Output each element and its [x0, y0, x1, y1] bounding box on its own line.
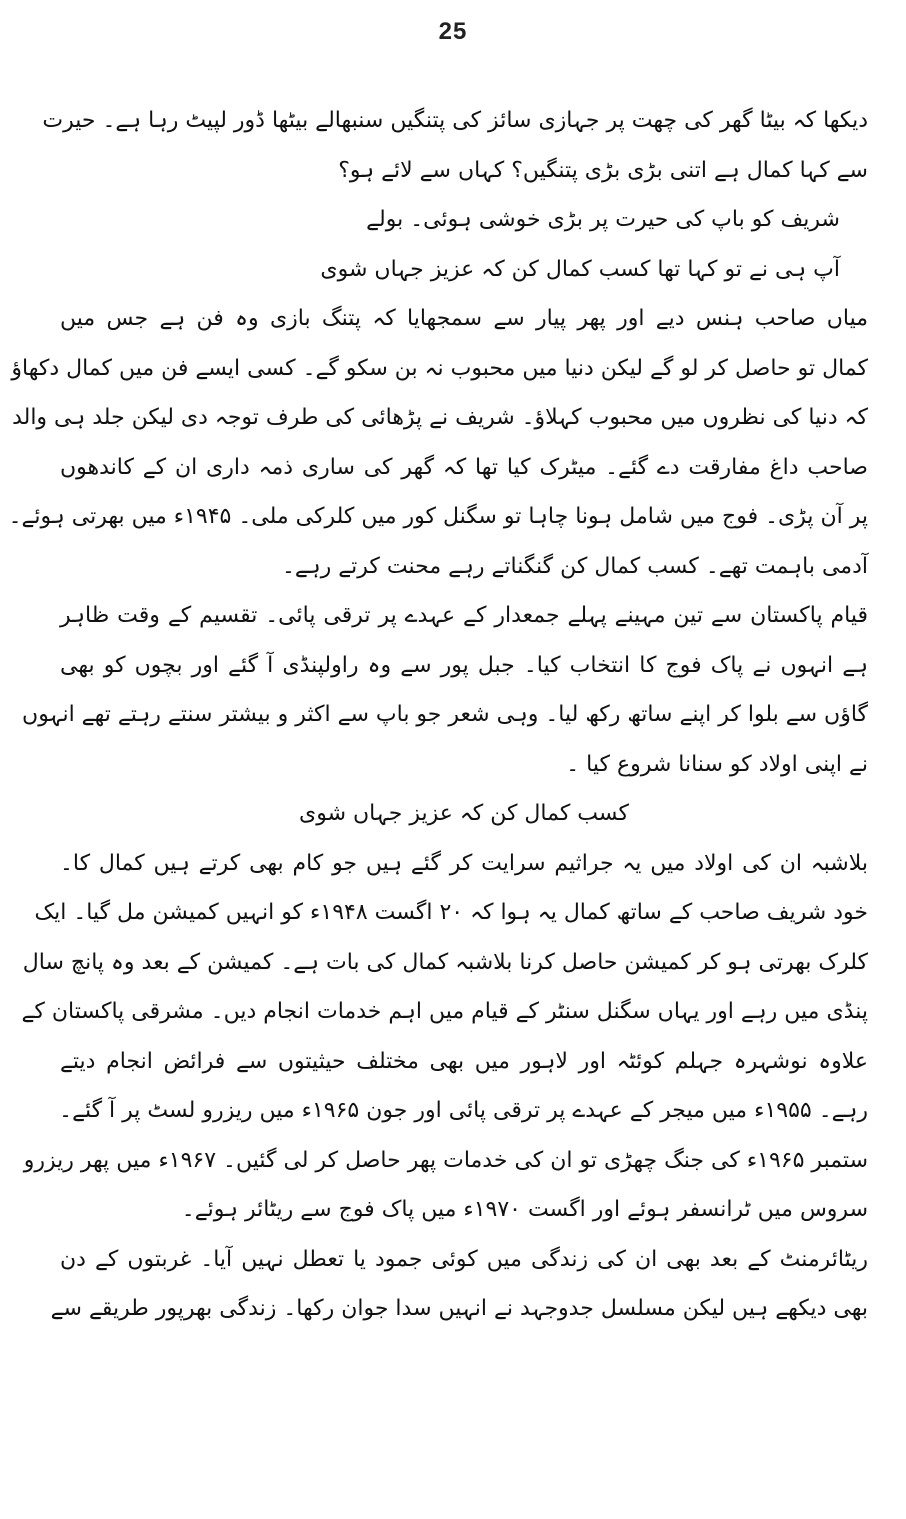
text-line: کلرک بھرتی ہو کر کمیشن حاصل کرنا بلاشبہ کمال کی بات ہے۔ کمیشن کے بعد وہ پانچ سال — [22, 949, 868, 975]
text-line: آپ ہی نے تو کہا تھا کسب کمال کن کہ عزیز جہاں شوی — [320, 256, 840, 282]
text-line: کمال تو حاصل کر لو گے لیکن دنیا میں محبوب نہ بن سکو گے۔ کسی ایسے فن میں کمال دکھاؤ — [11, 355, 868, 381]
text-line: گاؤں سے بلوا کر اپنے ساتھ رکھ لیا۔ وہی شعر جو باپ سے اکثر و بیشتر سنتے رہتے تھے انہوں — [22, 702, 868, 727]
text-line: کہ دنیا کی نظروں میں محبوب کہلاؤ۔ شریف نے پڑھائی کی طرف توجہ دی لیکن جلد ہی والد — [12, 405, 868, 430]
text-line: ستمبر ۱۹۶۵ء کی جنگ چھڑی تو ان کی خدمات پھر حاصل کر لی گئیں۔ ۱۹۶۷ء میں پھر ریزرو — [23, 1147, 868, 1173]
text-line: بلاشبہ ان کی اولاد میں یہ جراثیم سرایت کر گئے ہیں جو کام بھی کرتے ہیں کمال کا۔ — [60, 850, 868, 876]
text-line: صاحب داغ مفارقت دے گئے۔ میٹرک کیا تھا کہ گھر کی ساری ذمہ داری ان کے کاندھوں — [60, 454, 868, 480]
text-line: خود شریف صاحب کے ساتھ کمال یہ ہوا کہ ۲۰ اگست ۱۹۴۸ء کو انہیں کمیشن مل گیا۔ ایک — [34, 900, 868, 925]
text-line: سروس میں ٹرانسفر ہوئے اور اگست ۱۹۷۰ء میں پاک فوج سے ریٹائر ہوئے۔ — [181, 1197, 868, 1222]
text-line: آدمی باہمت تھے۔ کسب کمال کن گنگناتے رہے محنت کرتے رہے۔ — [281, 553, 868, 579]
text-line: میاں صاحب ہنس دیے اور پھر پیار سے سمجھایا کہ پتنگ بازی وہ فن ہے جس میں — [60, 306, 868, 331]
text-line: ریٹائرمنٹ کے بعد بھی ان کی زندگی میں کوئی جمود یا تعطل نہیں آیا۔ غربتوں کے دن — [60, 1246, 868, 1272]
text-line: ہے انہوں نے پاک فوج کا انتخاب کیا۔ جبل پور سے وہ راولپنڈی آ گئے اور بچوں کو بھی — [60, 652, 868, 678]
page-number: 25 — [438, 18, 468, 45]
verse-line: کسب کمال کن کہ عزیز جہاں شوی — [298, 801, 630, 826]
text-line: پنڈی میں رہے اور یہاں سگنل سنٹر کے قیام میں اہم خدمات انجام دیں۔ مشرقی پاکستان کے — [21, 999, 868, 1024]
text-line: رہے۔ ۱۹۵۵ء میں میجر کے عہدے پر ترقی پائی اور جون ۱۹۶۵ء میں ریزرو لسٹ پر آ گئے۔ — [59, 1098, 868, 1123]
text-line: شریف کو باپ کی حیرت پر بڑی خوشی ہوئی۔ بولے — [366, 207, 840, 232]
text-line: پر آن پڑی۔ فوج میں شامل ہونا چاہا تو سگنل کور میں کلرکی ملی۔ ۱۹۴۵ء میں بھرتی ہوئے۔ — [8, 504, 868, 529]
text-line: نے اپنی اولاد کو سنانا شروع کیا ۔ — [566, 751, 868, 777]
text-line: سے کہا کمال ہے اتنی بڑی بڑی پتنگیں؟ کہاں سے لائے ہو؟ — [338, 157, 868, 183]
text-line: دیکھا کہ بیٹا گھر کی چھت پر جہازی سائز کی پتنگیں سنبھالے بیٹھا ڈور لپیٹ رہا ہے۔ حیرت — [42, 108, 868, 133]
text-line: قیام پاکستان سے تین مہینے پہلے جمعدار کے عہدے پر ترقی پائی۔ تقسیم کے وقت ظاہر — [60, 603, 868, 628]
text-line: علاوہ نوشہرہ جہلم کوئٹہ اور لاہور میں بھی مختلف حیثیتوں سے فرائض انجام دیتے — [60, 1048, 869, 1074]
page-body-text — [8, 96, 869, 1334]
text-line: بھی دیکھے ہیں لیکن مسلسل جدوجہد نے انہیں سدا جوان رکھا۔ زندگی بھرپور طریقے سے — [50, 1296, 868, 1321]
